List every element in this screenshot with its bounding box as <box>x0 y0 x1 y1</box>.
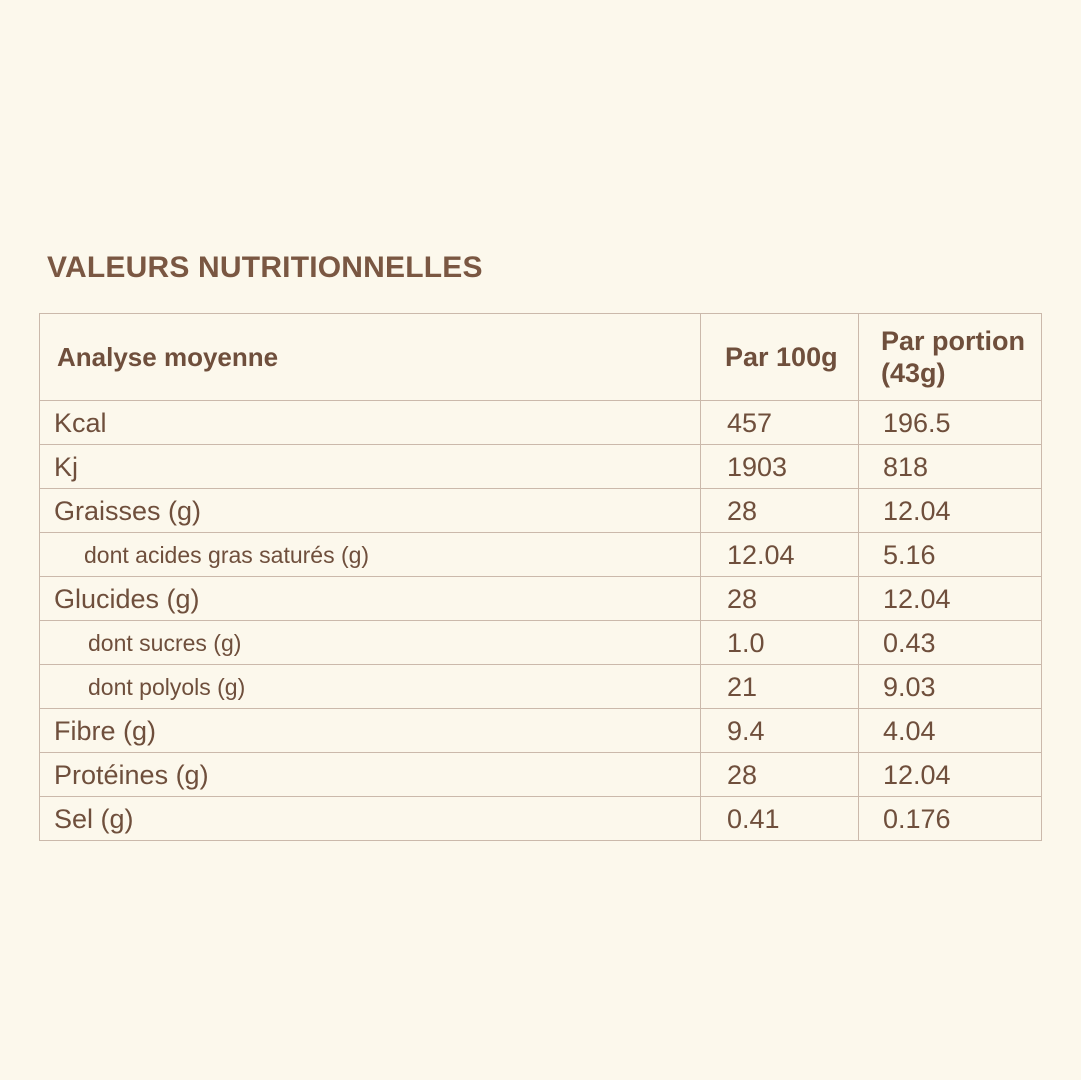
row-portion: 12.04 <box>859 489 1042 533</box>
row-per100: 12.04 <box>701 533 859 577</box>
table-row-glucides <box>40 577 1042 621</box>
row-per100: 9.4 <box>701 709 859 753</box>
table-header-row <box>40 314 1042 401</box>
row-label: dont acides gras saturés (g) <box>40 533 701 577</box>
row-portion: 0.43 <box>859 621 1042 665</box>
row-portion: 12.04 <box>859 753 1042 797</box>
row-portion: 818 <box>859 445 1042 489</box>
nutrition-table <box>39 313 1042 841</box>
header-analysis: Analyse moyenne <box>40 314 701 401</box>
header-per-portion <box>859 314 1042 401</box>
row-portion: 9.03 <box>859 665 1042 709</box>
table-row-fibre <box>40 709 1042 753</box>
row-label: dont polyols (g) <box>40 665 701 709</box>
row-per100: 28 <box>701 489 859 533</box>
table-row-sucres <box>40 621 1042 665</box>
row-label: Protéines (g) <box>40 753 701 797</box>
table-row-kcal <box>40 401 1042 445</box>
row-label: Kcal <box>40 401 701 445</box>
table-row-polyols <box>40 665 1042 709</box>
row-per100: 1903 <box>701 445 859 489</box>
row-per100: 1.0 <box>701 621 859 665</box>
row-portion: 12.04 <box>859 577 1042 621</box>
row-label: Fibre (g) <box>40 709 701 753</box>
row-portion: 0.176 <box>859 797 1042 841</box>
header-per-100g: Par 100g <box>701 314 859 401</box>
row-portion: 196.5 <box>859 401 1042 445</box>
table-row-proteines <box>40 753 1042 797</box>
page-title: VALEURS NUTRITIONNELLES <box>47 251 483 284</box>
table-row-kj <box>40 445 1042 489</box>
row-per100: 21 <box>701 665 859 709</box>
table-row-graisses <box>40 489 1042 533</box>
table-row-satures <box>40 533 1042 577</box>
table-row-sel <box>40 797 1042 841</box>
row-label: dont sucres (g) <box>40 621 701 665</box>
row-label: Graisses (g) <box>40 489 701 533</box>
row-label: Glucides (g) <box>40 577 701 621</box>
row-per100: 28 <box>701 753 859 797</box>
row-per100: 28 <box>701 577 859 621</box>
row-label: Kj <box>40 445 701 489</box>
header-per-portion-line2: (43g) <box>881 358 946 388</box>
row-per100: 0.41 <box>701 797 859 841</box>
row-label: Sel (g) <box>40 797 701 841</box>
row-per100: 457 <box>701 401 859 445</box>
header-per-portion-line1: Par portion <box>881 326 1026 356</box>
row-portion: 5.16 <box>859 533 1042 577</box>
row-portion: 4.04 <box>859 709 1042 753</box>
